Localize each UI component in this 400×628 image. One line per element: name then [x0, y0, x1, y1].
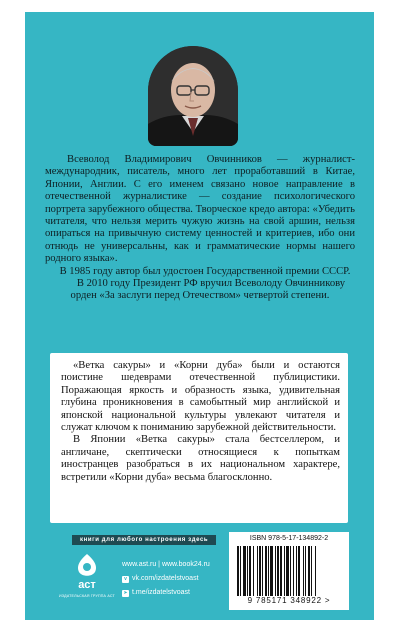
telegram-icon: ➤: [123, 589, 128, 596]
barcode-digits: 9 785171 348922 >: [247, 596, 331, 605]
isbn-text: ISBN 978-5-17-134892-2: [249, 535, 329, 542]
telegram-link[interactable]: [122, 586, 210, 600]
author-photo: [148, 46, 238, 146]
annotation-paragraph: В Японии «Ветка сакуры» стала бестселлером, и англичане, скептически относящиеся к попыткам иностранцев разобраться в их национальном характере, встретили «Корни дуба» весьма благосклонно.: [61, 434, 340, 483]
publisher-group-name: ИЗДАТЕЛЬСКАЯ ГРУППА АСТ: [59, 594, 115, 598]
barcode-block: [229, 532, 349, 610]
vk-link[interactable]: [122, 572, 210, 586]
vk-icon: v: [122, 576, 129, 583]
vk-text: vk.com/izdatelstvoast: [132, 575, 199, 582]
annotation-paragraph: «Ветка сакуры» и «Корни дуба» были и остаются поистине шедеврами отечественной публицистики. Поражающая яркость и образность языка, удивительная глубина проникновения в самобытный мир английской и японской национальной культуры увлекают читателя и служат ключом к пониманию зарубежной действительности.: [61, 360, 340, 434]
publisher-links: [122, 558, 210, 600]
telegram-text: t.me/izdatelstvoast: [132, 589, 190, 596]
bio-paragraph: В 1985 году автор был удостоен Государственной премии СССР.: [59, 265, 351, 277]
publisher-tagline: книги для любого настроения здесь: [72, 535, 216, 545]
ast-logo-icon: [70, 552, 104, 594]
website-link[interactable]: [122, 558, 210, 572]
barcode-bars: [237, 546, 341, 596]
author-biography: [45, 154, 355, 303]
website-text: www.ast.ru | www.book24.ru: [122, 561, 210, 568]
bio-paragraph: В 2010 году Президент РФ вручил Всеволоду Овчинникову орден «За заслуги перед Отечеством» четвертой степени.: [70, 278, 346, 302]
logo-text: аст: [78, 579, 96, 591]
bio-paragraph: Всеволод Владимирович Овчинников — журналист-международник, писатель, много лет проработавший в Китае, Японии, Англии. С его именем связано новое направление в отечественной журналистике — создание психологического портрета зарубежного общества. Творческое кредо автора: «Убедить читателя, что нельзя мерить чужую жизнь на свой аршин, нельзя опираться на привычную систему ценностей и критериев, ибо они отнюдь не универсальны, как и грамматические нормы нашего родного языка».: [45, 154, 355, 265]
annotation-text: [61, 360, 340, 484]
